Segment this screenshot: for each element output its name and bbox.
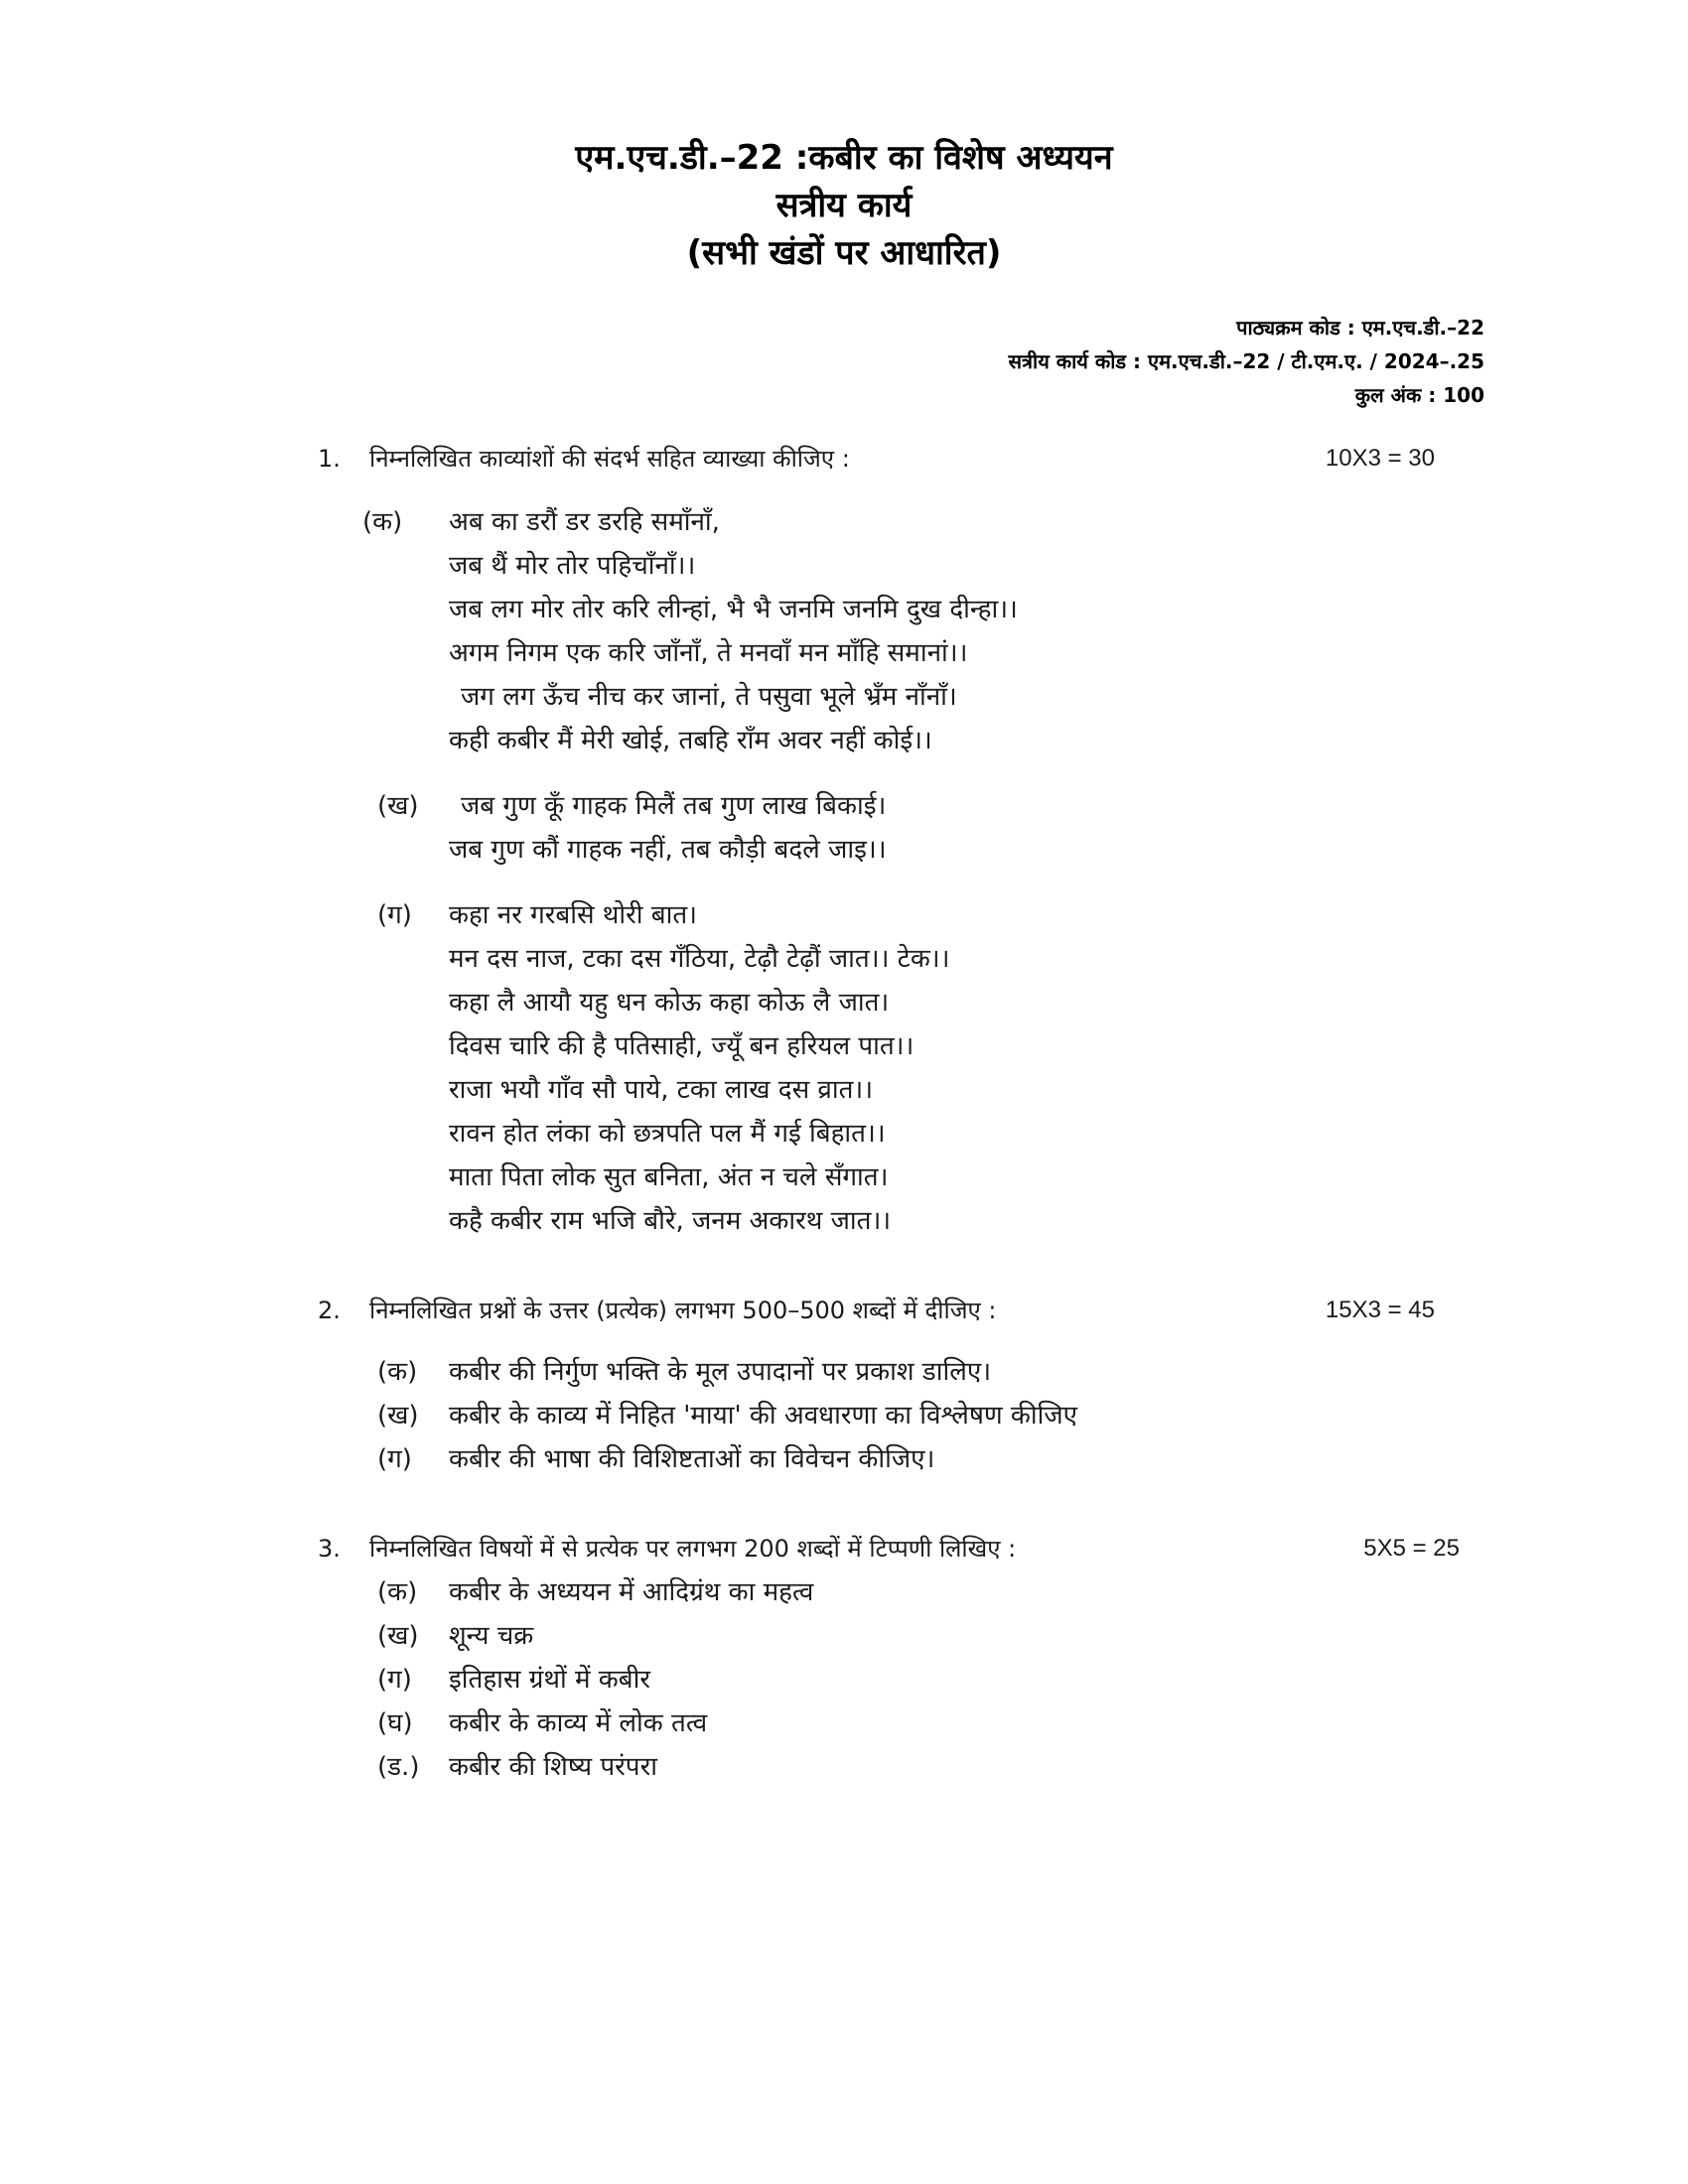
question-2 <box>318 1289 1460 1481</box>
course-title: एम.एच.डी.–22 :कबीर का विशेष अध्ययन <box>575 138 1113 178</box>
question-3 <box>318 1527 1460 1789</box>
verse-line: कहा लै आयौ यहु धन कोऊ कहा कोऊ लै जात। <box>449 988 890 1018</box>
part-text: शून्य चक्र <box>449 1621 534 1651</box>
part-text: कबीर की निर्गुण भक्ति के मूल उपादानों पर प्रकाश डालिए। <box>449 1357 992 1387</box>
question-3-part-nga <box>318 1745 1460 1789</box>
verse-block <box>449 784 1460 872</box>
question-1-header <box>318 437 1460 480</box>
question-1-part-ga <box>318 893 1460 1243</box>
question-number: 3. <box>318 1535 341 1563</box>
question-1-part-ka <box>318 500 1460 762</box>
part-label: (घ) <box>377 1708 413 1738</box>
part-label: (ग) <box>377 1665 412 1695</box>
part-label: (ख) <box>377 1621 419 1651</box>
part-label: (ड.) <box>377 1752 420 1782</box>
question-3-header <box>318 1527 1460 1570</box>
question-text: निम्नलिखित प्रश्नों के उत्तर (प्रत्येक) लगभग 500–500 शब्दों में दीजिए : <box>369 1297 997 1324</box>
question-3-part-kha <box>318 1614 1460 1658</box>
part-label: (ग) <box>377 1444 412 1474</box>
total-marks: कुल अंक : 100 <box>1354 383 1484 407</box>
part-label: (क) <box>362 507 403 537</box>
course-meta-block <box>1008 311 1484 412</box>
question-2-part-ka <box>318 1350 1460 1394</box>
part-label: (ग) <box>377 900 412 930</box>
part-label: (क) <box>377 1577 418 1607</box>
part-text: कबीर के काव्य में निहित 'माया' की अवधारणा का विश्लेषण कीजिए <box>449 1401 1078 1431</box>
question-2-part-kha <box>318 1394 1460 1437</box>
verse-line: जब थैं मोर तोर पहिचाँनाँ।। <box>449 551 696 581</box>
course-code: पाठ्यक्रम कोड : एम.एच.डी.–22 <box>1236 316 1484 340</box>
verse-line: माता पिता लोक सुत बनिता, अंत न चले सँगात। <box>449 1162 889 1192</box>
assignment-subtitle: (सभी खंडों पर आधारित) <box>686 233 1002 273</box>
question-2-header <box>318 1289 1460 1332</box>
question-3-part-gha <box>318 1702 1460 1745</box>
question-number: 2. <box>318 1297 341 1324</box>
question-1-part-kha <box>318 784 1460 872</box>
verse-line: जब लग मोर तोर करि लीन्हां, भै भै जनमि जनमि दुख दीन्हा।। <box>449 595 1018 624</box>
verse-line: मन दस नाज, टका दस गँठिया, टेढ़ौ टेढ़ौं जात।। टेक।। <box>449 944 950 974</box>
question-text: निम्नलिखित काव्यांशों की संदर्भ सहित व्याख्या कीजिए : <box>369 445 850 473</box>
question-text: निम्नलिखित विषयों में से प्रत्येक पर लगभग 200 शब्दों में टिप्पणी लिखिए : <box>369 1535 1017 1563</box>
part-text: कबीर के काव्य में लोक तत्व <box>449 1708 708 1738</box>
question-3-part-ga <box>318 1658 1460 1702</box>
verse-line: अगम निगम एक करि जाँनाँ, ते मनवाँ मन माँहि समानां।। <box>449 638 968 668</box>
verse-line: कहा नर गरबसि थोरी बात। <box>449 900 698 930</box>
verse-line: रावन होत लंका को छत्रपति पल मैं गई बिहात।। <box>449 1119 886 1149</box>
verse-line: जग लग ऊँच नीच कर जानां, ते पसुवा भूले भ्रँम नाँनाँ। <box>461 682 957 712</box>
assignment-code: सत्रीय कार्य कोड : एम.एच.डी.–22 / टी.एम.ए. / 2024–.25 <box>1008 349 1484 373</box>
assignment-title: सत्रीय कार्य <box>775 186 913 225</box>
part-label: (ख) <box>377 1401 419 1431</box>
document-title-block <box>0 134 1688 277</box>
verse-block <box>449 500 1460 762</box>
question-3-part-ka <box>318 1570 1460 1614</box>
verse-block <box>449 893 1460 1243</box>
part-label: (क) <box>377 1357 418 1387</box>
verse-line: कहै कबीर राम भजि बौरे, जनम अकारथ जात।। <box>449 1206 892 1236</box>
verse-line: राजा भयौ गाँव सौ पाये, टका लाख दस व्रात।। <box>449 1075 874 1105</box>
part-text: कबीर के अध्ययन में आदिग्रंथ का महत्व <box>449 1577 814 1607</box>
part-text: कबीर की भाषा की विशिष्टताओं का विवेचन कीजिए। <box>449 1444 935 1474</box>
question-2-parts <box>318 1350 1460 1481</box>
verse-line: जब गुण कूँ गाहक मिलैं तब गुण लाख बिकाई। <box>461 791 887 821</box>
question-1 <box>318 437 1460 1243</box>
verse-line: जब गुण कौं गाहक नहीं, तब कौड़ी बदले जाइ।। <box>449 835 887 865</box>
question-2-part-ga <box>318 1437 1460 1481</box>
verse-line: अब का डरौं डर डरहि समाँनाँ, <box>449 507 720 537</box>
verse-line: दिवस चारि की है पतिसाही, ज्यूँ बन हरियल पात।। <box>449 1031 914 1061</box>
question-marks: 10X3 = 30 <box>1325 445 1435 472</box>
question-number: 1. <box>318 445 341 473</box>
question-marks: 15X3 = 45 <box>1325 1297 1435 1323</box>
question-3-parts <box>318 1570 1460 1789</box>
part-text: इतिहास ग्रंथों में कबीर <box>449 1665 650 1695</box>
part-text: कबीर की शिष्य परंपरा <box>449 1752 657 1782</box>
question-marks: 5X5 = 25 <box>1363 1535 1460 1562</box>
part-label: (ख) <box>377 791 419 821</box>
verse-line: कही कबीर मैं मेरी खोई, तबहि राँम अवर नहीं कोई।। <box>449 726 932 755</box>
